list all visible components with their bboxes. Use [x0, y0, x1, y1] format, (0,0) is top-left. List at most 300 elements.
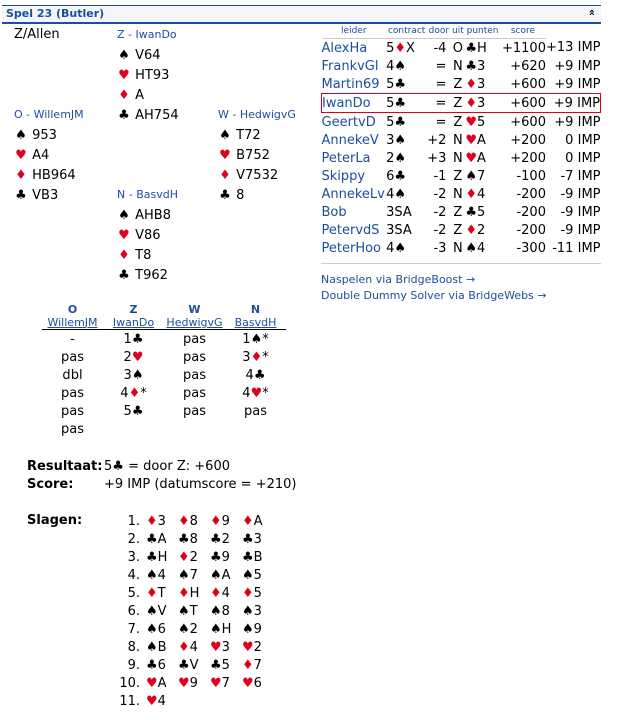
spade-icon: ♠ [394, 240, 406, 256]
contract-cell: 5♣ [386, 76, 406, 92]
declarer-cell: Z [453, 204, 463, 220]
heart-icon: ♥ [146, 676, 158, 691]
clubs-holding: VB3 [32, 188, 59, 203]
result-cell: = [435, 114, 447, 130]
diamond-icon: ♦ [178, 514, 190, 529]
seat-player: IwanDo [103, 316, 164, 330]
score-cell: -9 IMP [560, 204, 601, 220]
played-card: ♠V [146, 604, 167, 619]
spade-icon: ♠ [394, 150, 406, 166]
club-icon: ♣ [178, 532, 190, 547]
results-table [321, 25, 601, 257]
diamond-icon: ♦ [242, 658, 254, 673]
spade-icon: ♠ [394, 132, 406, 148]
dealer-vulnerability: Z/Allen [14, 27, 60, 42]
table-row [322, 149, 601, 167]
played-card: ♣H [146, 550, 168, 565]
spade-icon: ♠ [146, 568, 158, 583]
diamonds-holding: V7532 [236, 168, 279, 183]
heart-icon: ♥ [250, 385, 263, 401]
bid-cell: 4♣ [245, 367, 266, 383]
trick-row [112, 603, 274, 621]
bid-cell: pas [182, 331, 206, 347]
played-card: ♣6 [146, 658, 166, 673]
hearts-holding: A4 [32, 148, 50, 163]
declarer-cell: O [452, 40, 463, 56]
bid-cell: pas [60, 385, 84, 401]
trick-row [112, 657, 274, 675]
played-card: ♦4 [210, 586, 230, 601]
table-row [322, 185, 601, 203]
result-cell: +2 [427, 132, 447, 148]
declarer-cell: Z [450, 94, 465, 113]
result-cell: -2 [433, 204, 447, 220]
bidding-table [42, 303, 286, 438]
result-cell: -2 [433, 186, 447, 202]
result-cell: -1 [433, 168, 447, 184]
played-card: ♠A [210, 568, 231, 583]
club-icon: ♣ [465, 204, 477, 220]
spade-icon: ♠ [465, 240, 477, 256]
played-card: ♠6 [146, 622, 166, 637]
diamond-icon: ♦ [178, 550, 190, 565]
bid-row [42, 348, 286, 366]
contract-cell: 3♠ [386, 132, 406, 148]
club-icon: ♣ [146, 532, 158, 547]
trick-row [112, 567, 274, 585]
table-row [322, 113, 601, 132]
board-title-bar [2, 5, 601, 24]
trick-number: 2. [127, 532, 140, 547]
points-cell: -100 [516, 168, 546, 184]
points-cell: +1100 [501, 40, 546, 56]
club-icon: ♣ [394, 114, 406, 130]
played-card: ♠5 [242, 568, 262, 583]
score-cell: -7 IMP [560, 168, 601, 184]
seat-player: WillemJM [42, 316, 103, 330]
spades-holding: T72 [236, 128, 261, 143]
score-cell: 0 IMP [565, 132, 601, 148]
result-cell: -3 [433, 240, 447, 256]
bid-row [42, 384, 286, 402]
tricks-list [112, 513, 274, 711]
hand-name: O - WillemJM [14, 108, 84, 121]
points-cell: +600 [500, 94, 546, 113]
lead-cell: ♦2 [465, 222, 486, 238]
result-cell: -2 [433, 222, 447, 238]
diamond-icon: ♦ [128, 385, 141, 401]
tricks-label: Slagen: [27, 513, 83, 528]
trick-number: 1. [127, 514, 140, 529]
bid-cell: pas [243, 403, 267, 419]
trick-row [112, 513, 274, 531]
table-row [322, 221, 601, 239]
diamond-icon: ♦ [118, 88, 130, 103]
points-cell: +600 [510, 114, 546, 130]
played-card: ♣B [242, 550, 263, 565]
seat-player: HedwigvG [164, 316, 225, 330]
played-card: ♦8 [178, 514, 198, 529]
score-cell: +9 IMP [554, 58, 601, 74]
result-label: Resultaat: [27, 459, 103, 474]
played-card: ♠7 [178, 568, 198, 583]
trick-row [112, 531, 274, 549]
spade-icon: ♠ [146, 604, 158, 619]
table-row [322, 57, 601, 75]
seat-player: BasvdH [225, 316, 286, 330]
lead-cell: ♦3 [465, 94, 500, 113]
bid-cell: pas [182, 403, 206, 419]
trick-number: 8. [127, 640, 140, 655]
spade-icon: ♠ [118, 48, 130, 63]
heart-icon: ♥ [219, 148, 231, 163]
bid-cell [225, 420, 286, 438]
played-card: ♠3 [242, 604, 262, 619]
club-icon: ♣ [394, 168, 406, 184]
result-cell: -4 [433, 40, 447, 56]
heart-icon: ♥ [15, 148, 27, 163]
declarer-cell: Z [453, 168, 463, 184]
diamond-icon: ♦ [394, 40, 406, 56]
bid-cell: dbl [62, 367, 83, 383]
seat-header: Z [129, 303, 138, 316]
club-icon: ♣ [15, 188, 27, 203]
club-icon: ♣ [210, 658, 222, 673]
spade-icon: ♠ [210, 568, 222, 583]
played-card: ♥2 [242, 640, 262, 655]
club-icon: ♣ [210, 550, 222, 565]
bid-cell [103, 420, 164, 438]
result-value: 5♣ = door Z: +600 [104, 459, 231, 474]
result-cell: = [427, 94, 450, 113]
played-card: ♦T [146, 586, 166, 601]
club-icon: ♣ [242, 532, 254, 547]
col-header: leider [322, 25, 387, 39]
lead-cell: ♠7 [465, 168, 486, 184]
lead-cell: ♥5 [465, 114, 486, 130]
diamond-icon: ♦ [118, 248, 130, 263]
club-icon: ♣ [253, 367, 266, 383]
player-link[interactable]: FrankvGl [321, 58, 379, 74]
club-icon: ♣ [465, 40, 477, 56]
played-card: ♣2 [210, 532, 230, 547]
contract-cell: 5♣ [386, 114, 406, 130]
diamond-icon: ♦ [178, 640, 190, 655]
points-cell: +620 [510, 58, 546, 74]
lead-cell: ♣3 [465, 58, 486, 74]
score-cell: +9 IMP [546, 94, 601, 113]
clubs-holding: 8 [236, 188, 245, 203]
played-card: ♣9 [210, 550, 230, 565]
score-value: +9 IMP (datumscore = +210) [104, 477, 297, 492]
player-link[interactable]: PeterLa [321, 150, 371, 166]
played-card: ♦3 [146, 514, 166, 529]
diamond-icon: ♦ [219, 168, 231, 183]
heart-icon: ♥ [146, 694, 158, 709]
spade-icon: ♠ [131, 367, 144, 383]
trick-row [112, 639, 274, 657]
contract-cell: 5♣ [386, 94, 427, 113]
played-card: ♥7 [210, 676, 230, 691]
seat-header: W [188, 303, 201, 316]
lead-cell: ♣H [465, 40, 487, 56]
points-cell: -200 [516, 186, 546, 202]
spade-icon: ♠ [242, 604, 254, 619]
heart-icon: ♥ [242, 640, 254, 655]
heart-icon: ♥ [210, 676, 222, 691]
score-cell: +13 IMP [545, 40, 601, 56]
hand-z [117, 28, 179, 126]
contract-cell: 3SA [386, 222, 412, 238]
declarer-cell: N [453, 240, 463, 256]
spade-icon: ♠ [465, 168, 477, 184]
points-cell: -300 [516, 240, 546, 256]
hearts-holding: HT93 [135, 68, 170, 83]
club-icon: ♣ [178, 658, 190, 673]
diamond-icon: ♦ [210, 586, 222, 601]
hand-name: N - BasvdH [117, 188, 178, 201]
played-card: ♦9 [210, 514, 230, 529]
table-row [322, 39, 601, 58]
trick-row [112, 549, 274, 567]
bid-row [42, 330, 286, 349]
contract-cell: 4♠ [386, 58, 406, 74]
club-icon: ♣ [465, 58, 477, 74]
declarer-cell: N [453, 186, 463, 202]
hand-o [14, 108, 84, 206]
diamond-icon: ♦ [242, 586, 254, 601]
played-card: ♦2 [178, 550, 198, 565]
trick-number: 3. [127, 550, 140, 565]
heart-icon: ♥ [210, 640, 222, 655]
played-card: ♠4 [146, 568, 166, 583]
hearts-holding: V86 [135, 228, 161, 243]
trick-number: 10. [119, 676, 140, 691]
club-icon: ♣ [118, 268, 130, 283]
diamonds-holding: A [135, 88, 145, 103]
player-link[interactable]: AlexHa [321, 40, 368, 56]
lead-cell: ♥A [465, 132, 486, 148]
declarer-cell: Z [453, 222, 463, 238]
hand-w [218, 108, 296, 206]
heart-icon: ♥ [465, 150, 477, 166]
collapse-icon[interactable]: » [584, 8, 598, 17]
trick-number: 4. [127, 568, 140, 583]
trick-number: 7. [127, 622, 140, 637]
heart-icon: ♥ [465, 114, 477, 130]
table-row [322, 203, 601, 221]
diamond-icon: ♦ [465, 222, 477, 238]
club-icon: ♣ [131, 403, 144, 419]
seat-header: O [67, 303, 78, 316]
club-icon: ♣ [112, 459, 124, 474]
played-card: ♦H [178, 586, 200, 601]
contract-cell: 4♠ [386, 240, 406, 256]
score-cell: +9 IMP [554, 114, 601, 130]
bid-row [42, 420, 286, 438]
played-card: ♣3 [242, 532, 262, 547]
diamond-icon: ♦ [250, 349, 263, 365]
played-card: ♥4 [146, 694, 166, 709]
contract-cell: 6♣ [386, 168, 406, 184]
score-cell: 0 IMP [565, 150, 601, 166]
played-card: ♣5 [210, 658, 230, 673]
declarer-cell: Z [453, 114, 463, 130]
bid-cell: 1♣ [123, 331, 144, 347]
played-card: ♠9 [242, 622, 262, 637]
hand-name: W - HedwigvG [218, 108, 296, 121]
diamond-icon: ♦ [146, 586, 158, 601]
club-icon: ♣ [210, 532, 222, 547]
spade-icon: ♠ [242, 568, 254, 583]
club-icon: ♣ [394, 76, 406, 92]
played-card: ♣V [178, 658, 199, 673]
spade-icon: ♠ [210, 604, 222, 619]
points-cell: -200 [516, 204, 546, 220]
table-row [322, 75, 601, 94]
lead-cell: ♦4 [465, 186, 486, 202]
points-cell: +600 [510, 76, 546, 92]
played-card: ♠8 [210, 604, 230, 619]
bid-row [42, 366, 286, 384]
club-icon: ♣ [131, 331, 144, 347]
diamond-icon: ♦ [465, 95, 477, 111]
trick-row [112, 621, 274, 639]
bid-cell [164, 420, 225, 438]
played-card: ♥3 [210, 640, 230, 655]
player-link[interactable]: Martin69 [321, 76, 380, 92]
contract-cell: 2♠ [386, 150, 406, 166]
col-header: score [500, 25, 546, 39]
played-card: ♠T [178, 604, 198, 619]
diamond-icon: ♦ [15, 168, 27, 183]
played-card: ♦7 [242, 658, 262, 673]
player-link[interactable]: PeterHoo [321, 240, 381, 256]
hand-n [117, 188, 178, 286]
col-header: uit [450, 25, 465, 39]
diamonds-holding: HB964 [32, 168, 76, 183]
spade-icon: ♠ [178, 604, 190, 619]
table-row [322, 94, 601, 113]
club-icon: ♣ [146, 658, 158, 673]
bid-cell: pas [60, 421, 84, 437]
bid-cell: 1♠* [242, 331, 269, 347]
heart-icon: ♥ [178, 676, 190, 691]
played-card: ♣A [146, 532, 167, 547]
divider [321, 263, 601, 264]
club-icon: ♣ [146, 550, 158, 565]
lead-cell: ♠4 [465, 240, 486, 256]
declarer-cell: Z [453, 76, 463, 92]
lead-cell: ♥A [465, 150, 486, 166]
bid-cell: pas [182, 385, 206, 401]
bid-cell: 5♣ [123, 403, 144, 419]
bid-cell: 4♥* [242, 385, 269, 401]
trick-number: 11. [119, 694, 140, 709]
player-link[interactable]: AnnekeV [321, 132, 379, 148]
score-label: Score: [27, 477, 74, 492]
bid-cell: pas [182, 349, 206, 365]
contract-cell: 4♠ [386, 186, 406, 202]
bid-cell: 3♦* [242, 349, 269, 365]
bid-row [42, 402, 286, 420]
spade-icon: ♠ [210, 622, 222, 637]
result-cell: = [435, 76, 447, 92]
contract-cell: 5♦X [386, 40, 415, 56]
heart-icon: ♥ [131, 349, 144, 365]
hearts-holding: B752 [236, 148, 270, 163]
played-card: ♦A [242, 514, 263, 529]
diamond-icon: ♦ [465, 186, 477, 202]
board-title: Spel 23 (Butler) [6, 7, 105, 20]
player-link[interactable]: Skippy [321, 168, 366, 184]
score-cell: -11 IMP [552, 240, 601, 256]
played-card: ♥9 [178, 676, 198, 691]
diamond-icon: ♦ [242, 514, 254, 529]
diamond-icon: ♦ [210, 514, 222, 529]
clubs-holding: T962 [135, 268, 168, 283]
bid-cell: pas [60, 403, 84, 419]
played-card: ♥6 [242, 676, 262, 691]
spade-icon: ♠ [118, 208, 130, 223]
player-link[interactable]: GeertvD [321, 114, 376, 130]
declarer-cell: N [453, 58, 463, 74]
spades-holding: V64 [135, 48, 161, 63]
bid-cell: 3♠ [123, 367, 144, 383]
trick-number: 9. [127, 658, 140, 673]
played-card: ♦4 [178, 640, 198, 655]
declarer-cell: N [453, 132, 463, 148]
contract-cell: 3SA [386, 204, 412, 220]
col-header: punten [465, 25, 500, 39]
seat-header: N [250, 303, 261, 316]
spade-icon: ♠ [15, 128, 27, 143]
spade-icon: ♠ [242, 622, 254, 637]
diamond-icon: ♦ [146, 514, 158, 529]
spades-holding: AHB8 [135, 208, 171, 223]
played-card: ♥A [146, 676, 167, 691]
player-link[interactable]: PetervdS [321, 222, 380, 238]
diamond-icon: ♦ [178, 586, 190, 601]
table-row [322, 239, 601, 257]
club-icon: ♣ [242, 550, 254, 565]
player-link[interactable]: IwanDo [322, 94, 387, 113]
trick-number: 5. [127, 586, 140, 601]
played-card: ♠B [146, 640, 167, 655]
spade-icon: ♠ [219, 128, 231, 143]
club-icon: ♣ [219, 188, 231, 203]
heart-icon: ♥ [118, 228, 130, 243]
spade-icon: ♠ [250, 331, 263, 347]
player-link[interactable]: AnnekeLv [321, 186, 385, 202]
diamonds-holding: T8 [135, 248, 152, 263]
club-icon: ♣ [118, 108, 130, 123]
spade-icon: ♠ [178, 568, 190, 583]
score-cell: -9 IMP [560, 186, 601, 202]
points-cell: -200 [516, 222, 546, 238]
played-card: ♦5 [242, 586, 262, 601]
naspelen-link[interactable]: Naspelen via BridgeBoost → [321, 273, 476, 286]
spades-holding: 953 [32, 128, 57, 143]
played-card: ♣8 [178, 532, 198, 547]
player-link[interactable]: Bob [321, 204, 347, 220]
bid-cell: - [70, 331, 75, 347]
clubs-holding: AH754 [135, 108, 179, 123]
spade-icon: ♠ [178, 622, 190, 637]
table-row [322, 131, 601, 149]
dds-link[interactable]: Double Dummy Solver via BridgeWebs → [321, 289, 547, 302]
score-cell: -9 IMP [560, 222, 601, 238]
